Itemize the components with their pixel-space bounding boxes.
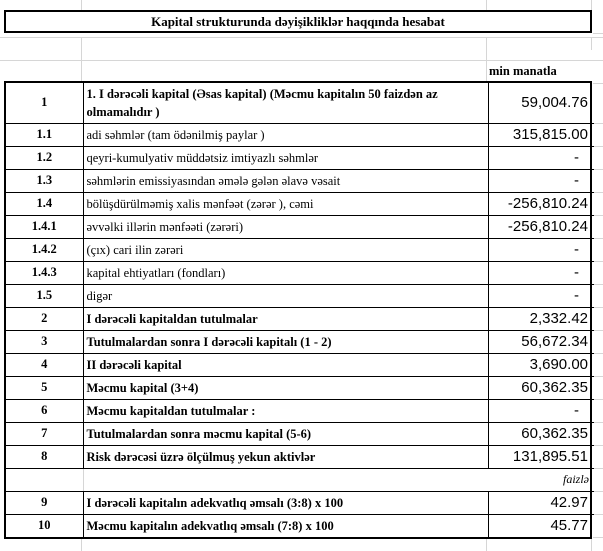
gridline — [591, 38, 592, 50]
row-number-cell: 1.4.1 — [6, 215, 83, 238]
row-number-cell: 1.4.2 — [6, 238, 83, 261]
capital-table-body — [6, 83, 594, 537]
table-row — [6, 83, 594, 123]
gridline — [593, 307, 603, 308]
row-number-cell: 4 — [6, 353, 83, 376]
table-row — [6, 123, 594, 146]
table-row — [6, 491, 594, 514]
row-value-cell: - — [488, 146, 594, 169]
row-value-cell: - — [488, 284, 594, 307]
table-row — [6, 146, 594, 169]
row-label-cell: adi səhmlər (tam ödənilmiş paylar ) — [83, 123, 488, 146]
table-row — [6, 514, 594, 537]
row-label-cell: Risk dərəcəsi üzrə ölçülmuş yekun aktivlər — [83, 445, 488, 468]
row-label-cell: I dərəcəli kapitaldan tutulmalar — [83, 307, 488, 330]
row-number-cell: 1.5 — [6, 284, 83, 307]
gridline — [81, 0, 82, 10]
gridline — [486, 0, 487, 10]
row-value-cell: - — [488, 399, 594, 422]
table-row — [6, 330, 594, 353]
row-value-cell: -256,810.24 — [488, 192, 594, 215]
row-label-cell: Məcmu kapitaldan tutulmalar : — [83, 399, 488, 422]
row-number-cell: 1.3 — [6, 169, 83, 192]
gridline — [593, 353, 603, 354]
row-label-cell: II dərəcəli kapital — [83, 353, 488, 376]
gridline — [486, 539, 487, 551]
row-label-cell: Tutulmalardan sonra I dərəcəli kapitalı (1 - 2) — [83, 330, 488, 353]
percent-unit-note — [6, 468, 594, 491]
table-row — [6, 261, 594, 284]
gridline — [593, 491, 603, 492]
row-value-cell: - — [488, 169, 594, 192]
gridline — [486, 38, 487, 81]
row-value-cell: 131,895.51 — [488, 445, 594, 468]
gridline — [593, 215, 603, 216]
row-label-cell: digər — [83, 284, 488, 307]
table-row — [6, 399, 594, 422]
unit-note-label: faizlə — [563, 472, 589, 486]
row-label-cell: (çıx) cari ilin zərəri — [83, 238, 488, 261]
row-value-cell: 2,332.42 — [488, 307, 594, 330]
gridline — [593, 169, 603, 170]
row-value-cell: - — [488, 261, 594, 284]
row-label-cell: qeyri-kumulyativ müddətsiz imtiyazlı səhmlər — [83, 146, 488, 169]
row-value-cell: 60,362.35 — [488, 376, 594, 399]
gridline — [81, 539, 82, 551]
row-value-cell: 3,690.00 — [488, 353, 594, 376]
row-number-cell: 5 — [6, 376, 83, 399]
gridline — [593, 514, 603, 515]
gridline — [593, 238, 603, 239]
table-row — [6, 169, 594, 192]
row-label-cell: bölüşdürülməmiş xalis mənfəət (zərər ), cəmi — [83, 192, 488, 215]
table-row — [6, 238, 594, 261]
gridline — [591, 539, 592, 551]
row-number-cell: 7 — [6, 422, 83, 445]
row-number-cell: 1.1 — [6, 123, 83, 146]
row-value-cell: - — [488, 238, 594, 261]
gridline — [593, 537, 603, 538]
table-row — [6, 192, 594, 215]
table-row — [6, 445, 594, 468]
row-number-cell: 1.4.3 — [6, 261, 83, 284]
row-label-cell: 1. I dərəcəli kapital (Əsas kapital) (Məcmu kapitalın 50 faizdən az olmamalıdır ) — [83, 83, 488, 123]
row-value-cell: 45.77 — [488, 514, 594, 537]
report-title-box — [4, 10, 592, 33]
row-value-cell: -256,810.24 — [488, 215, 594, 238]
table-row — [6, 422, 594, 445]
gridline — [593, 146, 603, 147]
report-title: Kapital strukturunda dəyişikliklər haqqında hesabat — [151, 13, 445, 29]
row-label-cell: Tutulmalardan sonra məcmu kapital (5-6) — [83, 422, 488, 445]
gridline — [593, 376, 603, 377]
gridline — [593, 33, 603, 34]
table-row — [6, 353, 594, 376]
row-number-cell: 1.2 — [6, 146, 83, 169]
gridline — [591, 0, 592, 10]
row-value-cell: 42.97 — [488, 491, 594, 514]
gridline — [83, 469, 84, 491]
row-number-cell: 10 — [6, 514, 83, 537]
gridline — [593, 284, 603, 285]
gridline — [593, 445, 603, 446]
row-number-cell: 1.4 — [6, 192, 83, 215]
row-number-cell: 1 — [41, 95, 48, 110]
gridline — [0, 37, 603, 38]
gridline — [593, 468, 603, 469]
row-label-cell: əvvəlki illərin mənfəəti (zərəri) — [83, 215, 488, 238]
gridline — [593, 399, 603, 400]
unit-note-row — [6, 468, 594, 491]
row-number-cell: 3 — [6, 330, 83, 353]
row-label-cell: Məcmu kapital (3+4) — [83, 376, 488, 399]
capital-structure-table — [4, 81, 592, 539]
gridline — [593, 123, 603, 124]
table-row — [6, 215, 594, 238]
gridline — [81, 38, 82, 81]
row-label-cell: I dərəcəli kapitalın adekvatlıq əmsalı (3:8) x 100 — [83, 491, 488, 514]
row-label-cell: Məcmu kapitalın adekvatlıq əmsalı (7:8) x 100 — [83, 514, 488, 537]
row-number-cell: 8 — [6, 445, 83, 468]
unit-header-label: min manatla — [489, 64, 557, 78]
row-label-cell: səhmlərin emissiyasından əmələ gələn əlavə vəsait — [83, 169, 488, 192]
gridline — [593, 83, 603, 84]
row-number-cell: 6 — [6, 399, 83, 422]
row-number-cell: 9 — [6, 491, 83, 514]
row-value-cell: 59,004.76 — [488, 83, 594, 123]
table-row — [6, 284, 594, 307]
row-number-cell: 2 — [6, 307, 83, 330]
gridline — [593, 330, 603, 331]
gridline — [593, 261, 603, 262]
gridline — [593, 422, 603, 423]
row-value-cell: 56,672.34 — [488, 330, 594, 353]
row-label-cell: kapital ehtiyatları (fondları) — [83, 261, 488, 284]
row-value-cell: 315,815.00 — [488, 123, 594, 146]
table-row — [6, 376, 594, 399]
row-value-cell: 60,362.35 — [488, 422, 594, 445]
table-row — [6, 307, 594, 330]
gridline — [593, 192, 603, 193]
